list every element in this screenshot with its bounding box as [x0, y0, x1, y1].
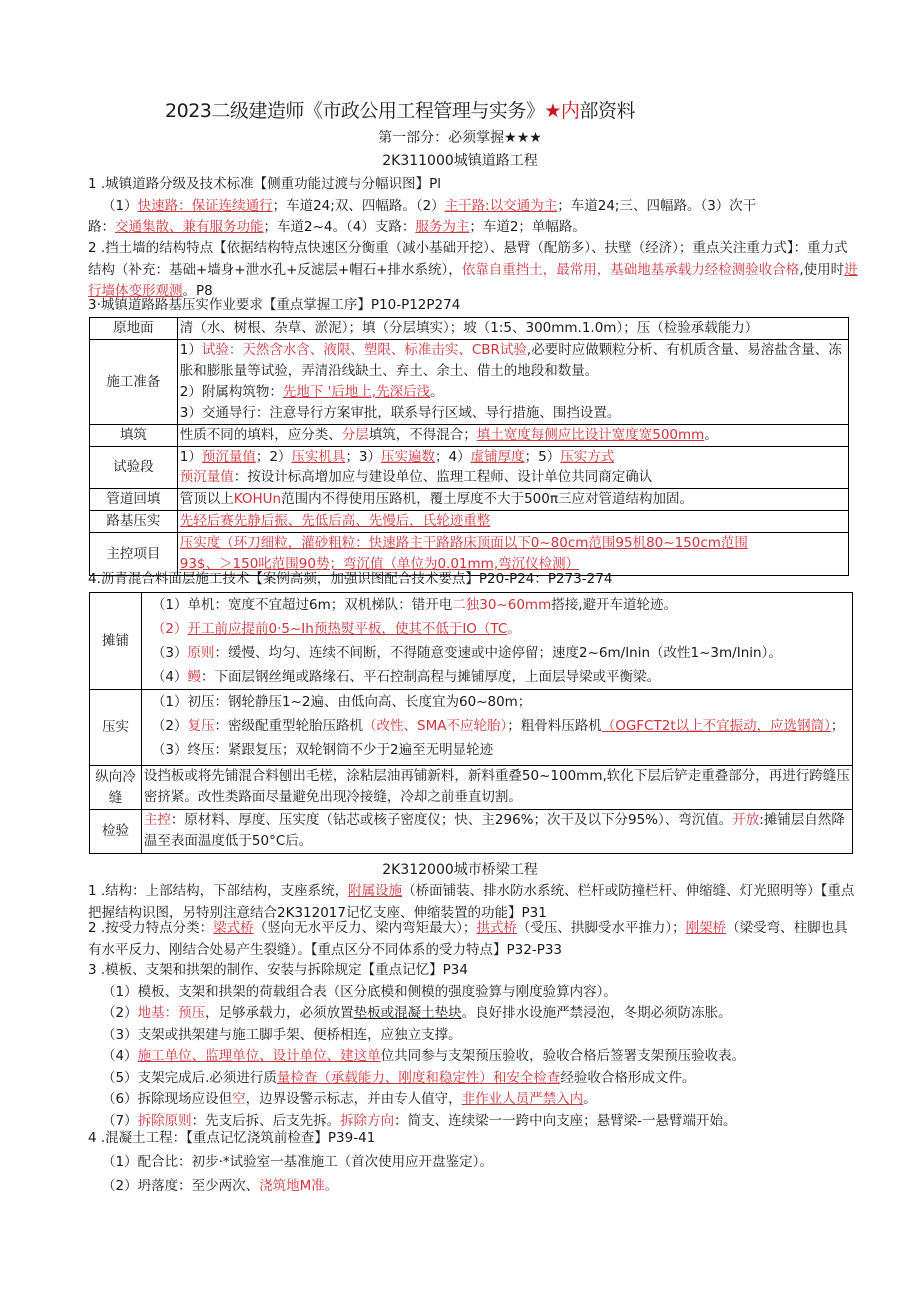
text: 纵向冷 [95, 768, 136, 785]
text: （1） [102, 197, 138, 214]
highlight-text: 浇筑地M准 [259, 1178, 325, 1194]
text: 2 .按受力特点分类： [88, 920, 214, 936]
highlight-text: 压实度（环刀细粒，灌砂粗粒：快速路主干路路床顶面以下0~80cm范围95机80~150cm范围 [179, 535, 748, 551]
highlight-text: 刚架桥 [685, 920, 727, 936]
highlight-text: 虚铺厚度 [470, 449, 525, 465]
text: （2） [151, 718, 188, 734]
para-heading: 3 .模板、支架和拱架的制作、安装与拆除规定【重点记忆】P34 [88, 962, 468, 978]
title-star: ★内 [544, 100, 580, 122]
text: （3） [151, 645, 188, 661]
row-label: 路基压实 [90, 511, 178, 533]
table-row [90, 318, 849, 340]
text: ：下面层钢丝绳或路缘石、平石控制高程与摊铺厚度，上面层导梁或平衡梁。 [201, 669, 660, 685]
row-content [177, 489, 848, 511]
text: 填筑，不得混合； [368, 427, 477, 443]
highlight-text: 拆除方向 [340, 1112, 395, 1129]
text: 路： [88, 219, 115, 235]
highlight-text: 服务为主 [415, 219, 470, 235]
table-row [90, 593, 853, 690]
text: ：简支、连续梁一一跨中向支座；悬臂梁-一悬臂端开始。 [394, 1112, 737, 1129]
text: （1）模板、支架和拱架的荷载组合表（区分底模和侧模的强度验算与刚度验算内容）。 [102, 983, 617, 1000]
highlight-text: 预沉量值 [179, 469, 234, 485]
row-label: 压实 [90, 690, 142, 766]
para-asphalt-heading: 4.沥青混合料面层施工技术【案例高频，加强识图配合技术要点】P20-P24：P273-274 [88, 571, 613, 587]
text: （桥面铺装、排水防水系统、栏杆或防撞栏杆、伸缩缝、灯光照明等）【重点把握结构识图，另特别注意结合2K312017记忆支座、伸缩装置的功能】P31 [88, 883, 855, 921]
text: （1）单机：宽度不宜超过6m；双机梯队：错开电 [151, 597, 453, 613]
para-heading: 1 .城镇道路分级及技术标准【侧重功能过渡与分幅识图】Pl [88, 176, 442, 192]
text: （受压、拱脚受水平推力）； [516, 920, 686, 936]
highlight-text: 量检查（承载能力、刚度和稳定性）和安全检查 [276, 1069, 561, 1086]
text: ：按设计标高增加应与建设单位、监理工程师、设计单位共同商定确认 [233, 469, 653, 485]
highlight-text: 压实机具 [291, 449, 346, 465]
text: 。P8 [182, 283, 213, 299]
text: ；车道24;三、四幅路。（3）次干 [557, 197, 757, 214]
highlight-text: 主控 [143, 812, 171, 828]
row-label: 检验 [90, 810, 142, 854]
subgrade-requirements-table [89, 317, 849, 576]
row-content [177, 511, 848, 533]
highlight-text: 进行墙体变形观测 [88, 261, 858, 299]
highlight-text: 预沉量值 [201, 449, 256, 465]
table-row [90, 340, 849, 425]
title-main: 2023二级建造师《市政公用工程管理与实务》 [165, 100, 545, 122]
text: ,必要时应做颗粒分析、有机质含量、易溶盐含量、冻胀和膨胀量等试验，弄清沿线缺土、弃土、余土、借土的地段和数量。 [179, 342, 842, 379]
text: ，边界设警示标志，并由专人值守， [245, 1091, 462, 1107]
text: 。良好排水设施严禁浸泡，冬期必须防冻胀。 [461, 1005, 732, 1021]
highlight-text: 附属设施 [348, 883, 403, 899]
text: 1 .结构：上部结构，下部结构，支座系统， [88, 883, 349, 899]
text: （梁受弯、柱脚也具有水平反力、刚结合处易产生裂缝）。【重点区分不同体系的受力特点】P32-P33 [88, 920, 848, 958]
para-formwork [88, 960, 858, 1132]
row-label: 试验段 [90, 447, 178, 489]
text: ；4） [435, 449, 471, 465]
section-heading-bridges: 2K312000城市桥梁工程 [382, 862, 538, 878]
highlight-text: 非作业人员严禁入内 [461, 1091, 584, 1107]
text: ,使用时 [799, 261, 845, 278]
highlight-text: 试验：天然含水含、液限、塑限、标准击实、CBR试验 [201, 342, 527, 358]
asphalt-paving-table [89, 592, 853, 854]
text: ； [830, 718, 845, 734]
text: （竖向无水平反力、梁内弯矩最大）； [253, 920, 477, 936]
row-content [141, 690, 852, 766]
text: ，足够承载力，必须放置 [205, 1005, 354, 1021]
text: 管顶以上 [179, 491, 234, 507]
text: 缝 [108, 789, 123, 806]
text: 2）附属构筑物： [179, 384, 283, 400]
text: ；2） [255, 449, 292, 465]
highlight-text: （2） [151, 621, 188, 637]
text: ：先支后拆、后支先拆。 [191, 1112, 341, 1129]
text: （2）坍落度：至少两次、 [102, 1178, 260, 1194]
text: ；5） [524, 449, 561, 465]
table-row [90, 810, 853, 854]
row-label: 管道回填 [90, 489, 178, 511]
highlight-text: 开放 [732, 812, 760, 828]
highlight-text: 分层 [341, 427, 369, 443]
highlight-text: 空 [232, 1091, 246, 1107]
highlight-text: 拱式桥 [476, 920, 517, 936]
table-row [90, 766, 853, 810]
text: （5）支架完成后.必须进行质 [102, 1069, 277, 1086]
highlight-text: 主干路:以交通为主 [444, 197, 558, 214]
highlight-text: 鳗 [187, 669, 201, 685]
text: ：缓慢、均匀、连续不间断，不得随意变速或中途停留；速度2~6m∕Inin（改性1~3m∕Inin）。 [214, 645, 782, 661]
row-content [141, 810, 852, 854]
highlight-text: 先地下 '后地上,先深后浅 [282, 384, 431, 400]
text: ；车道2~4。（4）支路： [263, 219, 416, 235]
table-row [90, 447, 849, 489]
text: （3）支架或拱架建与施工脚手架、便桥相连，应独立支撑。 [102, 1026, 462, 1043]
highlight-text: （OGFCT2t以上不宜振动，应选钢筒） [601, 718, 831, 734]
highlight-text: 交通集散、兼有服务功能 [115, 219, 264, 235]
row-content [177, 340, 848, 425]
row-label: 施工准备 [90, 340, 178, 425]
text: 经验收合格形成文件。 [560, 1069, 696, 1086]
highlight-text: （改性、SMA不应轮胎） [363, 718, 508, 734]
highlight-text: 压实方式 [560, 449, 615, 465]
table-row [90, 425, 849, 447]
text: 范围内不得使用压路机，覆土厚度不大于500π三应对管道结构加固。 [281, 491, 693, 507]
title-tail: 部资料 [579, 100, 635, 122]
text: 2 .挡土墙的结构特点【依据结构特点快速区分衡重（减小基础开挖）、悬臂（配筋多）、扶壁（经济）；重点关注重力式】：重力式结构（补充：基础+墙身+泄水孔+反滤层+帽石+排水系统）， [88, 240, 848, 278]
row-label: 填筑 [90, 425, 178, 447]
underlined-text: 垫板或混凝土垫块 [353, 1005, 462, 1021]
highlight-text: KOHUn [233, 491, 282, 507]
text: 。 [583, 1091, 597, 1107]
text: 性质不同的填料，应分类、 [179, 427, 342, 443]
highlight-text: 。 [507, 621, 521, 637]
text: （2） [102, 1005, 138, 1021]
highlight-text: 依靠自重挡土，最常用，基础地基承载力经检测验收合格 [461, 261, 800, 278]
highlight-text: 先轻后赛先静后振、先低后高、先慢后，氏轮迹重整 [179, 513, 491, 529]
text: 。 [430, 384, 444, 400]
row-label: 主控项目 [90, 533, 178, 576]
section-heading-roads: 2K311000城镇道路工程 [382, 153, 538, 169]
highlight-text: 复压 [187, 718, 215, 734]
highlight-text: 原则 [187, 645, 215, 661]
highlight-text: 93$、＞150叱范围90势；弯沉值（单位为0.01mm,弯沉仪检测） [179, 556, 580, 572]
highlight-text: 压实遍数 [381, 449, 436, 465]
row-label: 原地面 [90, 318, 178, 340]
highlight-text: 拆除原则 [137, 1112, 192, 1129]
highlight-text: 开工前应提前0·5~Ih预热熨平板，使其不低于IO（TC [187, 621, 508, 637]
text: 3）交通导行：注意导行方案审批，联系导行区域、导行措施、围挡设置。 [179, 405, 621, 421]
text: ；车道2；单幅路。 [469, 219, 586, 235]
table-row [90, 511, 849, 533]
row-content [177, 318, 848, 340]
highlight-text: 填土宽度每侧应比设计宽度宽500mm [476, 427, 705, 443]
text: 位共同参与支架预压验收，验收合格后签署支架预压验收表。 [380, 1048, 746, 1064]
para-retaining-wall [88, 238, 858, 303]
para-subgrade-heading: 3·城镇道路路基压实作业要求【重点掌握工序】P10-P12P274 [88, 297, 461, 313]
row-content [177, 425, 848, 447]
row-content [141, 593, 852, 690]
highlight-text: 。 [324, 1178, 339, 1194]
highlight-text: 二独30~60mm [452, 597, 552, 613]
text: （3）终压：紧跟复压；双轮钢筒不少于2遍至无明显轮迹 [151, 742, 494, 758]
text: 1） [179, 449, 202, 465]
text: （1）初压：钢轮静压1~2遍、由低向高、长度宜为60~80m； [151, 694, 532, 710]
text: （7） [102, 1112, 138, 1129]
text: （1）配合比：初步·*试验室一基准施工（首次使用应开盘鉴定）。 [102, 1154, 493, 1170]
highlight-text: 快速路：保证连续通行 [137, 197, 273, 214]
part-subtitle: 第一部分：必须掌握★★★ [378, 130, 542, 146]
highlight-text: 梁式桥 [213, 920, 254, 936]
row-label [90, 766, 142, 810]
text: ：密级配重型轮胎压路机 [214, 718, 363, 734]
para-concrete [88, 1126, 858, 1198]
text: ；粗骨料压路机 [507, 718, 602, 734]
text: 清（水、树根、杂草、淤泥）；填（分层填实）；坡（1:5、300mm.1.0m）；压（检验承载能力） [179, 320, 759, 336]
highlight-text: 施工单位、监理单位、设计单位、建这单 [137, 1048, 381, 1064]
para-heading: 4 .混凝土工程：【重点记忆浇筑前检查】P39-41 [88, 1130, 376, 1146]
text: ；车道24;双、四幅路。（2） [272, 197, 445, 214]
document-title [0, 96, 800, 123]
text: （4） [151, 669, 188, 685]
text: 。 [704, 427, 718, 443]
highlight-text: 地基：预压 [137, 1005, 206, 1021]
para-road-grades [88, 174, 858, 239]
table-row [90, 690, 853, 766]
text: ；3） [345, 449, 382, 465]
text: （6）拆除现场应设但 [102, 1091, 233, 1107]
text: 搭接,避开车道轮迹。 [551, 597, 678, 613]
text: :摊铺层自然降温至表面温度低于50°C后。 [143, 812, 845, 849]
text: （4） [102, 1048, 138, 1064]
para-bridge-types [88, 918, 858, 961]
row-label: 摊铺 [90, 593, 142, 690]
row-content: 设挡板或将先铺混合料刨出毛槎，涂粘层油再铺新料，新料重叠50~100mm,软化下层后铲走重叠部分，再进行跨缝压密挤紧。改性类路面尽量避免出现冷接缝，冷却之前垂直切割。 [141, 766, 852, 810]
table-row [90, 489, 849, 511]
row-content [177, 447, 848, 489]
text: 1） [179, 342, 202, 358]
text: ：原材料、厚度、压实度（钻芯或核子密度仪；快、主296%；次干及以下分95%）、弯沉值。 [170, 812, 733, 828]
